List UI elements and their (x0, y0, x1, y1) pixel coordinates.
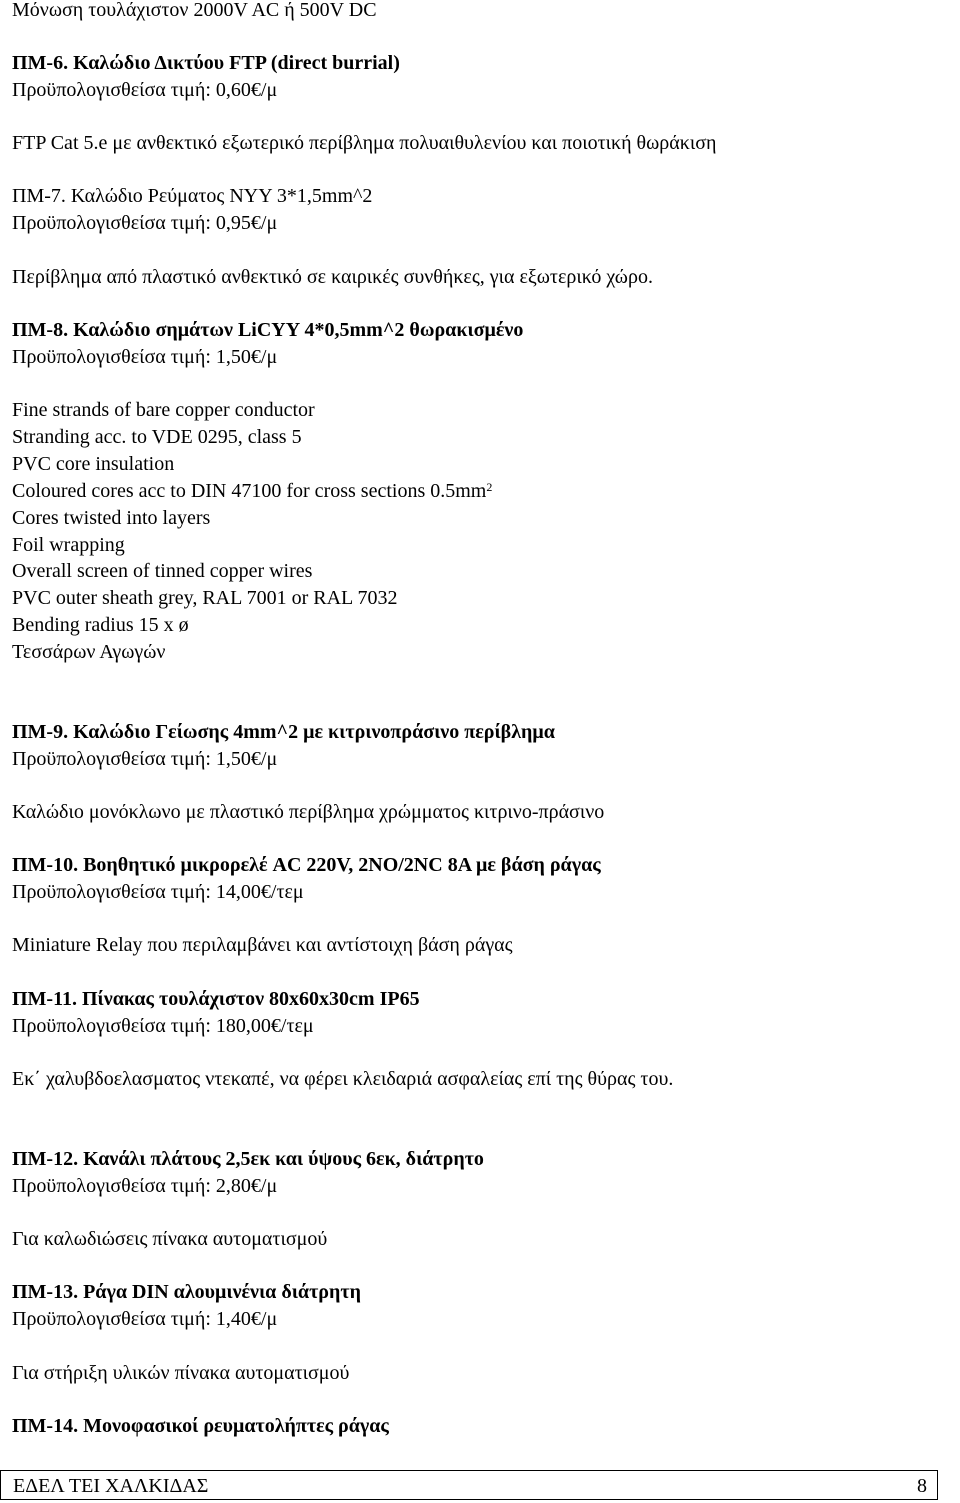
pm6-desc: FTP Cat 5.e με ανθεκτικό εξωτερικό περίβλημα πολυαιθυλενίου και ποιοτική θωράκιση (12, 132, 717, 154)
pm10-code: ΠΜ-10. (12, 854, 79, 876)
pm8-spec-line: Bending radius 15 x ø (12, 614, 189, 636)
pm14-code: ΠΜ-14. (12, 1415, 79, 1437)
pm8-spec-line: Cores twisted into layers (12, 507, 211, 529)
pm12-price: Προϋπολογισθείσα τιμή: 2,80€/μ (12, 1175, 278, 1197)
pm13-desc: Για στήριξη υλικών πίνακα αυτοματισμού (12, 1362, 350, 1384)
pm12-code: ΠΜ-12. (12, 1148, 79, 1170)
pm10-desc: Miniature Relay που περιλαμβάνει και αντίστοιχη βάση ράγας (12, 934, 513, 956)
pm10-heading (12, 852, 601, 878)
pm10-price: Προϋπολογισθείσα τιμή: 14,00€/τεμ (12, 881, 304, 903)
pm9-desc: Καλώδιο μονόκλωνο με πλαστικό περίβλημα χρώμματος κιτρινο-πράσινο (12, 801, 605, 823)
footer-text: ΕΔΕΛ ΤΕΙ ΧΑΛΚΙΔΑΣ (13, 1475, 209, 1497)
pm8-spec-line: PVC outer sheath grey, RAL 7001 or RAL 7032 (12, 587, 398, 609)
pm13-title: Ράγα DIN αλουμινένια διάτρητη (83, 1281, 361, 1303)
pm7-desc: Περίβλημα από πλαστικό ανθεκτικό σε καιρικές συνθήκες, για εξωτερικό χώρο. (12, 266, 653, 288)
pm8-code: ΠΜ-8. (12, 319, 69, 341)
pm14-title: Μονοφασικοί ρευματολήπτες ράγας (83, 1415, 389, 1437)
pm8-title: Καλώδιο σημάτων LiCYY 4*0,5mm^2 θωρακισμένο (73, 319, 524, 341)
pm13-price: Προϋπολογισθείσα τιμή: 1,40€/μ (12, 1308, 278, 1330)
page-footer (0, 1470, 938, 1500)
pm6-code: ΠΜ-6. (12, 52, 69, 74)
intro-text: Μόνωση τουλάχιστον 2000V AC ή 500V DC (12, 0, 377, 21)
superscript: 2 (486, 480, 493, 494)
pm6-title: Καλώδιο Δικτύου FTP (direct burrial) (73, 52, 400, 74)
pm11-title: Πίνακας τουλάχιστον 80x60x30cm IP65 (82, 988, 420, 1010)
pm13-code: ΠΜ-13. (12, 1281, 79, 1303)
pm7-title: Καλώδιο Ρεύματος NYY 3*1,5mm^2 (70, 185, 373, 207)
pm12-desc: Για καλωδιώσεις πίνακα αυτοματισμού (12, 1228, 328, 1250)
pm6-price: Προϋπολογισθείσα τιμή: 0,60€/μ (12, 79, 278, 101)
pm7-heading (12, 183, 372, 209)
pm8-spec-line: Stranding acc. to VDE 0295, class 5 (12, 426, 302, 448)
pm9-code: ΠΜ-9. (12, 721, 69, 743)
pm9-heading (12, 719, 555, 745)
pm14-heading (12, 1413, 389, 1439)
pm8-spec-line: PVC core insulation (12, 453, 175, 475)
pm8-spec-line: Τεσσάρων Αγωγών (12, 641, 166, 663)
pm8-heading (12, 317, 523, 343)
pm7-code: ΠΜ-7. (12, 185, 66, 207)
pm11-code: ΠΜ-11. (12, 988, 77, 1010)
pm11-heading (12, 986, 420, 1012)
pm9-title: Καλώδιο Γείωσης 4mm^2 με κιτρινοπράσινο περίβλημα (73, 721, 555, 743)
pm8-spec-line: Overall screen of tinned copper wires (12, 560, 313, 582)
pm12-title: Κανάλι πλάτους 2,5εκ και ύψους 6εκ, διάτρητο (83, 1148, 484, 1170)
pm6-heading (12, 50, 400, 76)
page-number: 8 (917, 1475, 927, 1497)
pm13-heading (12, 1279, 361, 1305)
pm8-spec-line: Foil wrapping (12, 534, 125, 556)
pm12-heading (12, 1146, 484, 1172)
pm8-price: Προϋπολογισθείσα τιμή: 1,50€/μ (12, 346, 278, 368)
pm8-spec-text: Coloured cores acc to DIN 47100 for cross sections 0.5mm (12, 480, 487, 502)
pm7-price: Προϋπολογισθείσα τιμή: 0,95€/μ (12, 212, 278, 234)
pm8-spec-line (12, 478, 492, 504)
pm8-spec-line: Fine strands of bare copper conductor (12, 399, 315, 421)
pm10-title: Βοηθητικό μικρορελέ AC 220V, 2NO/2NC 8A με βάση ράγας (83, 854, 601, 876)
pm11-price: Προϋπολογισθείσα τιμή: 180,00€/τεμ (12, 1015, 314, 1037)
pm11-desc: Εκ΄ χαλυβδοελασματος ντεκαπέ, να φέρει κλειδαριά ασφαλείας επί της θύρας του. (12, 1068, 674, 1090)
pm9-price: Προϋπολογισθείσα τιμή: 1,50€/μ (12, 748, 278, 770)
